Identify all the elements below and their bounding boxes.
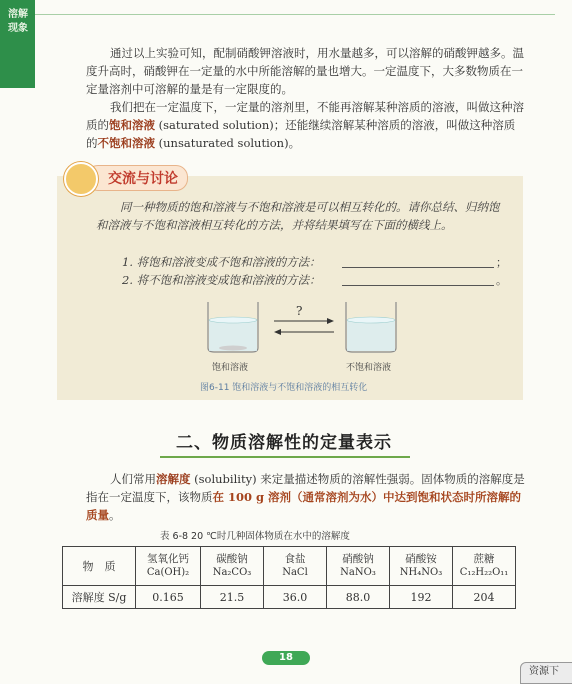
- paragraph-1: 通过以上实验可知，配制硝酸钾溶液时，用水量越多，可以溶解的硝酸钾越多。温度升高时，硝酸钾在一定量的水中所能溶解的量也增大。一定温度下，大多数物质在一定量溶剂中可溶解的量是有一定限度的。: [86, 46, 524, 96]
- term-saturated: 饱和溶液: [109, 118, 155, 132]
- beaker-saturated: [202, 298, 264, 354]
- substance-formula: NH₄NO₃: [399, 567, 443, 578]
- paragraph-3-text-b: (solubility) 来定量描述物质的溶解性强弱。固体物质的溶解度是指在一定温度下，该物质: [86, 472, 525, 504]
- section-rule: [160, 456, 410, 458]
- header-rule: [35, 14, 555, 15]
- discussion-badge: [64, 162, 184, 192]
- paragraph-2-text-a: 我们把在一定温度下，一定量的溶剂里，不能再溶解某种溶质的溶液，叫做这种溶质的: [86, 100, 524, 132]
- table-cell: 21.5: [201, 586, 264, 609]
- table-cell: [136, 547, 201, 586]
- row-header-substance: 物 质: [63, 547, 136, 586]
- answer-blank-2[interactable]: [342, 284, 494, 286]
- paragraph-3: [86, 470, 526, 524]
- paragraph-2-text-b: (saturated solution)；还能继续溶解某种溶质的溶液，叫做这种溶质的: [86, 118, 516, 150]
- substance-formula: C₁₂H₂₂O₁₁: [459, 567, 509, 578]
- substance-formula: Na₂CO₃: [212, 567, 252, 578]
- table-caption: 表 6-8 20 ℃时几种固体物质在水中的溶解度: [160, 531, 350, 542]
- term-unsaturated: 不饱和溶液: [97, 136, 155, 150]
- discussion-icon: [64, 162, 98, 196]
- label-saturated: 饱和溶液: [212, 363, 249, 373]
- table-cell: 88.0: [327, 586, 390, 609]
- substance-formula: Ca(OH)₂: [146, 567, 190, 578]
- task-1: 1. 将饱和溶液变成不饱和溶液的方法：: [122, 255, 321, 269]
- substance-name: 碳酸钠: [216, 553, 248, 565]
- question-mark: ?: [296, 304, 303, 318]
- table-cell: 0.165: [136, 586, 201, 609]
- paragraph-3-text-a: 人们常用: [110, 472, 156, 486]
- paragraph-2: [86, 98, 526, 152]
- substance-name: 蔗糖: [473, 553, 495, 565]
- substance-formula: NaCl: [282, 567, 308, 578]
- table-cell: [390, 547, 453, 586]
- chapter-label: 溶解现象: [8, 9, 28, 34]
- solubility-definition: 在 100 g 溶剂（通常溶剂为水）中达到饱和状态时所溶解的质量: [86, 490, 522, 522]
- term-solubility: 溶解度: [156, 472, 191, 486]
- chapter-sidebar: [0, 0, 35, 88]
- substance-formula: NaNO₃: [340, 567, 376, 578]
- paragraph-3-text-c: 。: [109, 508, 121, 522]
- label-unsaturated: 不饱和溶液: [346, 363, 392, 373]
- beaker-unsaturated: [340, 298, 402, 354]
- task-2: 2. 将不饱和溶液变成饱和溶液的方法：: [122, 273, 321, 287]
- task-2-end: 。: [496, 274, 507, 287]
- table-row: [63, 547, 516, 586]
- table-cell: 192: [390, 586, 453, 609]
- table-cell: [264, 547, 327, 586]
- substance-name: 氢氧化钙: [147, 553, 189, 565]
- figure-caption: 图6-11 饱和溶液与不饱和溶液的相互转化: [200, 383, 368, 393]
- task-1-end: ；: [496, 256, 507, 269]
- substance-name: 硝酸铵: [405, 553, 437, 565]
- table-cell: [453, 547, 516, 586]
- section-heading: 二、物质溶解性的定量表示: [176, 433, 392, 453]
- conversion-arrows: [272, 312, 336, 342]
- table-cell: 204: [453, 586, 516, 609]
- solubility-table: [62, 546, 516, 609]
- substance-name: 食盐: [284, 553, 306, 565]
- discussion-intro: 同一种物质的饱和溶液与不饱和溶液是可以相互转化的。请你总结、归纳饱和溶液与不饱和溶液相互转化的方法，并将结果填写在下面的横线上。: [96, 200, 500, 232]
- resource-tab[interactable]: 资源下: [520, 662, 572, 684]
- row-header-solubility: 溶解度 S/g: [63, 586, 136, 609]
- table-cell: [201, 547, 264, 586]
- table-row: [63, 586, 516, 609]
- substance-name: 硝酸钠: [342, 553, 374, 565]
- answer-blank-1[interactable]: [342, 266, 494, 268]
- discussion-badge-label: 交流与讨论: [108, 171, 178, 187]
- page-number: 18: [262, 651, 310, 665]
- paragraph-2-text-c: (unsaturated solution)。: [155, 136, 301, 150]
- table-cell: 36.0: [264, 586, 327, 609]
- table-cell: [327, 547, 390, 586]
